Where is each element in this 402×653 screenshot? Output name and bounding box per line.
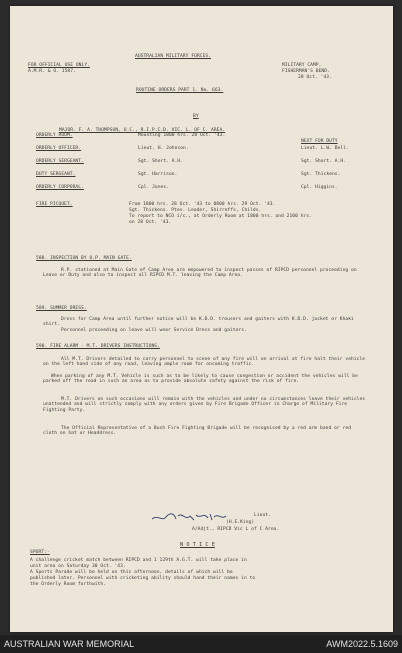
order-588-body: R.P. stationed at Main Gate of Camp Area are empowered to inspect passes of RIPCD personnel proceeding on Leave or Duty and also to inspect all RIPCD M.T. leaving the Camp Area. [43, 268, 357, 279]
orderly-officer-next: Lieut. L.W. Bell. [301, 146, 349, 151]
order-590-para-3: M.T. Drivers on such occasions will remain with the vehicles and under no circumstances leave their vehicles unattended and will strictly comply with any orders given by Fire Brigade Officer in Charge of Military Fire Fighting Party. [43, 397, 366, 413]
notice-title: N O T I C E [180, 542, 215, 548]
handwritten-signature [150, 510, 230, 524]
notice-line-2: unit area on Saturday 30 Oct. '43. [30, 564, 126, 569]
notice-line-1: A challenge cricket match between RIPCD and 1 129th A.G.T. will take place in [30, 558, 247, 563]
fire-picquet-line-2: Sgt. Thickens. Ptes. Leader, Shirreffs, Childs. [129, 208, 262, 213]
order-590-heading: 590. FIRE ALARM - M.T. DRIVERS INSTRUCTIONS. [36, 344, 160, 349]
fire-picquet-label: FIRE PICQUET. [36, 202, 73, 207]
orderly-room-value: Mounting 1800 hrs. 28 Oct. '43. [138, 133, 226, 138]
orderly-corporal-next: Cpl. Higgins. [301, 185, 338, 190]
archive-footer [0, 635, 402, 653]
orderly-officer-label: ORDERLY OFFICER. [36, 146, 82, 151]
location-line-2: FISHERMAN'S BEND. [282, 69, 330, 74]
location-line-1: MILITARY CAMP, [282, 63, 322, 68]
duty-sergeant-label: DUTY SERGEANT. [36, 172, 76, 177]
order-588-heading: 588. INSPECTION BY O.P. MAIN GATE. [36, 256, 132, 261]
signature-rank: Lieut. [254, 513, 271, 518]
notice-line-4: published later. Personnel with cricketing ability should hand their names in to [30, 576, 256, 581]
document-date: 28 Oct. '43. [298, 75, 332, 80]
orderly-sergeant-value: Sgt. Short. A.H. [138, 159, 184, 164]
orderly-sergeant-label: ORDERLY SERGEANT. [36, 159, 84, 164]
orderly-sergeant-next: Sgt. Short. A.H. [301, 159, 347, 164]
orders-title: ROUTINE ORDERS PART 1. No. 663. [136, 88, 224, 93]
orderly-room-label: ORDERLY ROOM. [36, 133, 73, 138]
document-title: AUSTRALIAN MILITARY FORCES. [135, 54, 212, 59]
signature-scribble-icon [150, 510, 230, 524]
orders-by: BY [193, 114, 199, 119]
security-classification: FOR OFFICIAL USE ONLY. [28, 63, 90, 68]
notice-line-5: the Orderly Room forthwith. [30, 582, 107, 587]
fire-picquet-line-1: From 1800 hrs. 28 Oct. '43 to 0800 hrs. 29 Oct. '43. [129, 202, 276, 207]
document-page [10, 6, 393, 632]
fire-picquet-line-3: To report to NCO i/c., at Orderly Room at 1800 hrs. and 2100 hrs. [129, 214, 313, 219]
duty-sergeant-next: Sgt. Thickens. [301, 172, 341, 177]
order-589-body-2: Personnel proceeding on leave will wear Service Dress and gaiters. [61, 328, 247, 333]
signature-name: (H.E.King) [226, 520, 255, 525]
archive-reference: AWM2022.5.1609 [326, 639, 398, 649]
orderly-corporal-value: Cpl. Jones. [138, 185, 169, 190]
order-590-para-2: When parking of any M.T. Vehicle is such as to be likely to cause congestion or accident the vehicles will be parked off the road in such an area as to provide absolute safety against the risk of fire. [43, 374, 358, 385]
commander-line: MAJOR. F. A. THOMPSON, O.C., R.I.P.C.D. VIC. L. OF C. AREA. [59, 128, 226, 133]
notice-line-3: A Sports Parade will be held on this afternoon, details of which will be [30, 570, 233, 575]
order-589-heading: 589. SUMMER DRESS. [36, 306, 87, 311]
next-for-duty-heading: NEXT FOR DUTY [301, 139, 338, 144]
orderly-corporal-label: ORDERLY CORPORAL. [36, 185, 84, 190]
fire-picquet-line-4: on 28 Oct. '43. [129, 220, 172, 225]
signature-appointment: A/Adjt., RIPCD Vic L of C Area. [192, 527, 280, 532]
order-590-para-1: All M.T. Drivers detailed to carry personnel to scene of any fire will on arrival at fire halt their vehicle on the left hand side of any road, leaving ample room for oncoming traffic. [43, 357, 366, 368]
security-reference: A.M.R. & O. 1587. [28, 69, 76, 74]
duty-sergeant-value: Sgt. Harrison. [138, 172, 178, 177]
order-589-body-1: Dress for Camp Area until further notice will be K.D.D. trousers and gaiters with K.D.D. jacket or Khaki shirt. [43, 317, 354, 328]
orderly-officer-value: Lieut. H. Johnson. [138, 146, 189, 151]
notice-sport-label: SPORT:- [30, 550, 50, 555]
order-590-para-4: The Official Representative of a Bush Fire Fighting Brigade will be recognised by a red arm band or red cloth on hat or Headdress. [43, 426, 352, 437]
archive-name: AUSTRALIAN WAR MEMORIAL [4, 639, 135, 649]
